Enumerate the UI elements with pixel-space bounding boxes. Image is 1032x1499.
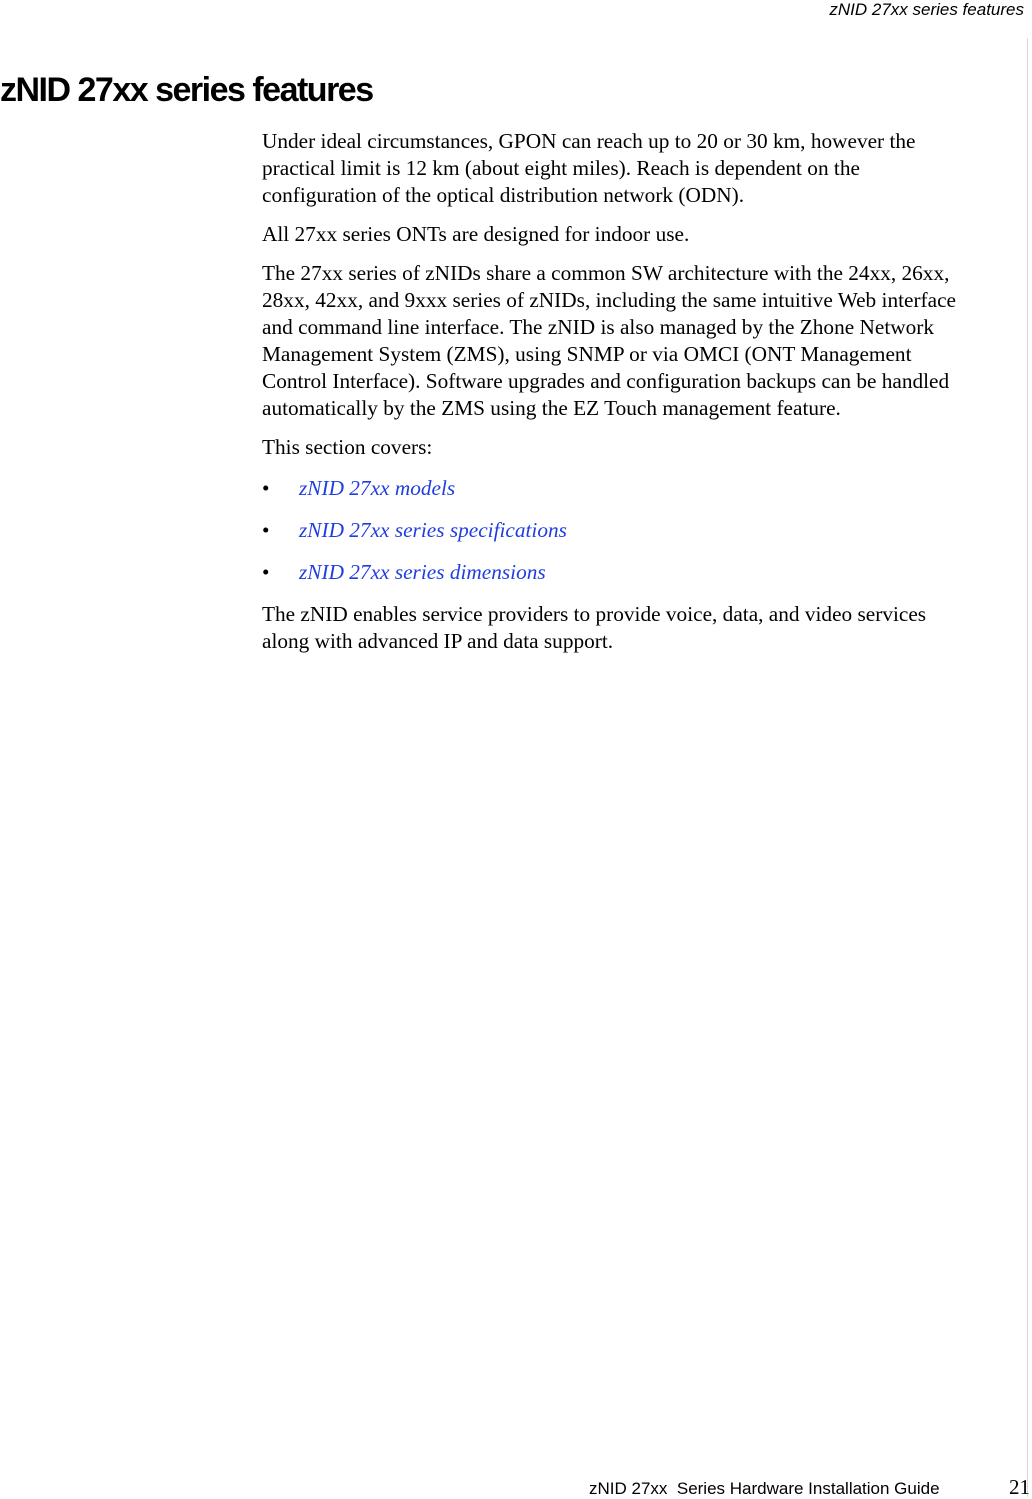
bullet-icon: • — [262, 560, 270, 584]
covered-topics-list — [262, 475, 974, 586]
paragraph-architecture: The 27xx series of zNIDs share a common SW architecture with the 24xx, 26xx, 28xx, 42xx, and 9xxx series of zNIDs, including the same intuitive Web interface and command line interface. The zNID is also managed by the Zhone Network Management System (ZMS), using SNMP or via OMCI (ONT Management Control Interface). Software upgrades and configuration backups can be handled automatically by the ZMS using the EZ Touch management feature. — [262, 261, 957, 420]
paragraph-indoor-use: All 27xx series ONTs are designed for indoor use. — [262, 222, 690, 246]
footer-guide-title: zNID 27xx Series Hardware Installation Guide — [589, 1479, 940, 1498]
paragraph-section-covers: This section covers: — [262, 435, 433, 459]
bullet-icon: • — [262, 476, 270, 500]
paragraph-reach: Under ideal circumstances, GPON can reach up to 20 or 30 km, however the practical limit is 12 km (about eight miles). Reach is dependent on the configuration of the optical distribution network (ODN). — [262, 129, 916, 207]
running-header: zNID 27xx series features — [829, 0, 1024, 19]
link-znid-27xx-models[interactable]: zNID 27xx models — [299, 476, 456, 500]
paragraph-services: The zNID enables service providers to provide voice, data, and video services along with advanced IP and data support. — [262, 602, 927, 653]
link-znid-27xx-series-dimensions[interactable]: zNID 27xx series dimensions — [299, 560, 546, 584]
link-znid-27xx-series-specifications[interactable]: zNID 27xx series specifications — [299, 518, 567, 542]
page-edge-rule — [1027, 38, 1028, 1497]
section-body — [262, 128, 974, 667]
bullet-icon: • — [262, 518, 270, 542]
page-number: 21 — [1009, 1475, 1030, 1499]
section-title: zNID 27xx series features — [0, 71, 373, 109]
list-item — [262, 475, 974, 502]
list-item — [262, 559, 974, 586]
list-item — [262, 517, 974, 544]
